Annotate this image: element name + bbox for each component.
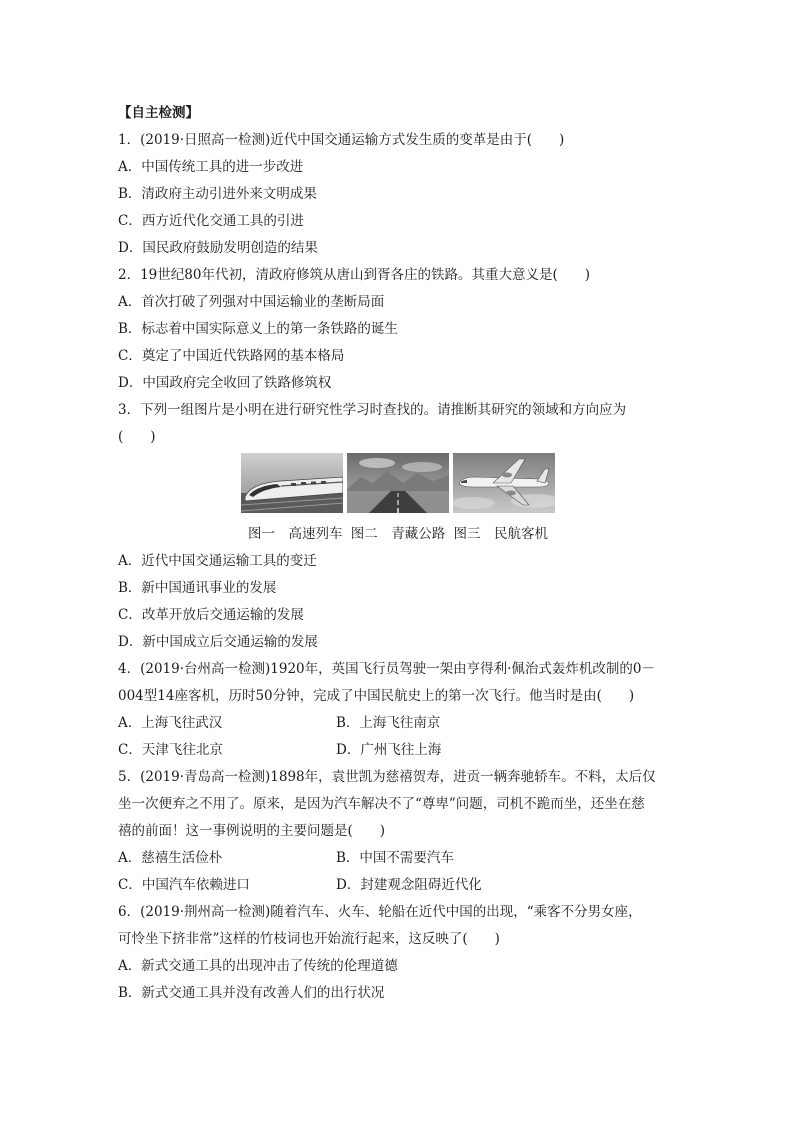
question-stem-line-2: ( ) [118, 429, 156, 445]
question-5 [118, 764, 678, 899]
option-c: C．西方近代化交通工具的引进 [118, 213, 304, 229]
section-title: 【自主检测】 [118, 105, 199, 121]
option-b: B．上海飞往南京 [336, 715, 441, 731]
question-stem-line-3: 禧的前面！这一事例说明的主要问题是( ) [118, 823, 386, 839]
question-stem-line-2: 坐一次便弃之不用了。原来，是因为汽车解决不了“尊卑”问题，司机不跪而坐，还坐在慈 [118, 796, 645, 812]
question-stem-line-2: 可怜坐下挤非常”这样的竹枝词也开始流行起来，这反映了( ) [118, 931, 500, 947]
options-row-1 [118, 710, 678, 737]
option-b: B．中国不需要汽车 [336, 850, 454, 866]
option-a: A．中国传统工具的进一步改进 [118, 159, 304, 175]
figure-captions [118, 521, 678, 548]
figure-row [118, 453, 678, 515]
option-d: D．广州飞往上海 [336, 742, 442, 758]
question-4 [118, 656, 678, 764]
question-stem: 2．19世纪80年代初，清政府修筑从唐山到胥各庄的铁路。其重大意义是( ) [118, 267, 590, 283]
option-b: B．新式交通工具并没有改善人们的出行状况 [118, 985, 385, 1001]
question-stem-line-1: 3．下列一组图片是小明在进行研究性学习时查找的。请推断其研究的领域和方向应为 [118, 402, 627, 418]
option-c: C．天津飞往北京 [118, 742, 223, 758]
question-stem: 1．(2019·日照高一检测)近代中国交通运输方式发生质的变革是由于( ) [118, 132, 565, 148]
question-stem-line-1: 4．(2019·台州高一检测)1920年，英国飞行员驾驶一架由亨得利·佩治式轰炸机改制的0－ [118, 661, 656, 677]
option-b: B．清政府主动引进外来文明成果 [118, 186, 317, 202]
option-c: C．奠定了中国近代铁路网的基本格局 [118, 348, 345, 364]
caption-figure-2: 图二 青藏公路 [350, 526, 446, 542]
question-stem-line-1: 5．(2019·青岛高一检测)1898年，袁世凯为慈禧贺寿，进贡一辆奔驰轿车。不料，太后仅 [118, 769, 656, 785]
question-3 [118, 397, 678, 656]
qinghai-tibet-road-image [347, 453, 449, 513]
option-d: D．国民政府鼓励发明创造的结果 [118, 240, 318, 256]
caption-figure-3: 图三 民航客机 [453, 526, 549, 542]
option-c: C．改革开放后交通运输的发展 [118, 607, 304, 623]
options-row-2 [118, 872, 678, 899]
option-a: A．首次打破了列强对中国运输业的垄断局面 [118, 294, 385, 310]
caption-figure-1: 图一 高速列车 [247, 526, 343, 542]
option-d: D．封建观念阻碍近代化 [336, 877, 482, 893]
option-a: A．上海飞往武汉 [118, 715, 223, 731]
civil-airliner-image [453, 453, 555, 513]
question-2 [118, 262, 678, 397]
worksheet-page [118, 100, 678, 1007]
option-a: A．慈禧生活俭朴 [118, 850, 223, 866]
option-c: C．中国汽车依赖进口 [118, 877, 250, 893]
high-speed-train-image [241, 453, 343, 513]
options-row-1 [118, 845, 678, 872]
question-1 [118, 127, 678, 262]
option-a: A．近代中国交通运输工具的变迁 [118, 553, 317, 569]
option-d: D．中国政府完全收回了铁路修筑权 [118, 375, 332, 391]
question-6 [118, 899, 678, 1007]
options-row-2 [118, 737, 678, 764]
option-a: A．新式交通工具的出现冲击了传统的伦理道德 [118, 958, 398, 974]
option-b: B．标志着中国实际意义上的第一条铁路的诞生 [118, 321, 398, 337]
option-b: B．新中国通讯事业的发展 [118, 580, 277, 596]
question-stem-line-1: 6．(2019·荆州高一检测)随着汽车、火车、轮船在近代中国的出现，“乘客不分男女座， [118, 904, 642, 920]
option-d: D．新中国成立后交通运输的发展 [118, 634, 318, 650]
question-stem-line-2: 004型14座客机，历时50分钟，完成了中国民航史上的第一次飞行。他当时是由( ) [118, 688, 635, 704]
